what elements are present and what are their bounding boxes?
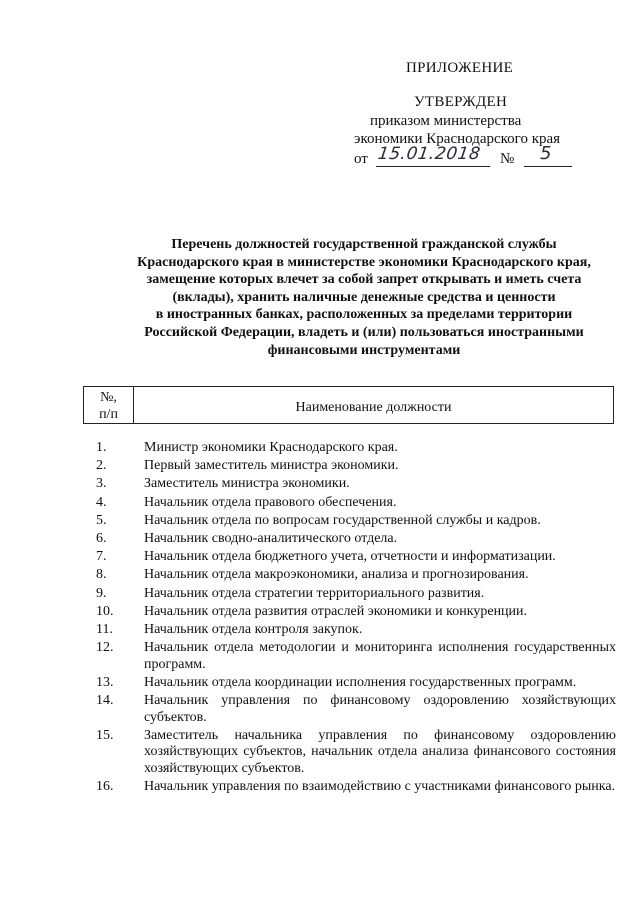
- list-item-number: 13.: [96, 674, 114, 690]
- list-item-text: Начальник отдела по вопросам государственной службы и кадров.: [144, 512, 541, 528]
- list-item-number: 12.: [96, 640, 114, 656]
- list-item-number: 3.: [96, 476, 107, 492]
- list-item: [96, 675, 616, 692]
- positions-table-header: [83, 386, 614, 424]
- title-line: Российской Федерации, владеть и (или) пользоваться иностранными: [144, 324, 584, 340]
- list-item-number: 8.: [96, 567, 107, 583]
- order-date-line: [354, 143, 574, 168]
- title-line: в иностранных банках, расположенных за пределами территории: [155, 307, 573, 323]
- list-item-text: Начальник сводно-аналитического отдела.: [144, 530, 398, 546]
- title-line: Перечень должностей государственной гражданской службы: [171, 237, 557, 252]
- list-item-text: Начальник управления по взаимодействию с участниками финансового рынка.: [144, 779, 616, 795]
- positions-list: [96, 440, 616, 797]
- number-field: [524, 143, 572, 167]
- list-item-number: 11.: [96, 621, 113, 637]
- by-order-label: приказом министерства: [370, 113, 522, 129]
- handwritten-number: 5: [540, 143, 552, 164]
- list-item-number: 16.: [96, 779, 114, 795]
- document-title: [96, 236, 632, 359]
- list-item-text: Начальник отдела методологии и мониторинга исполнения государственных программ.: [144, 640, 616, 672]
- title-line: (вклады), хранить наличные денежные средства и ценности: [172, 289, 556, 305]
- list-item-text: Начальник отдела стратегии территориального развития.: [144, 585, 485, 601]
- approved-label: УТВЕРЖДЕН: [414, 94, 508, 110]
- number-prefix: №: [500, 151, 515, 167]
- list-item-text: Начальник управления по финансовому оздоровлению хозяйствующих субъектов.: [144, 693, 616, 725]
- list-item: [96, 476, 616, 493]
- date-prefix: от: [354, 151, 368, 167]
- list-item-text: Заместитель министра экономики.: [144, 476, 350, 492]
- title-line: замещение которых влечет за собой запрет открывать и иметь счета: [146, 272, 582, 288]
- list-item: [96, 458, 616, 475]
- list-item-text: Начальник отдела развития отраслей экономики и конкуренции.: [144, 603, 528, 619]
- list-item: [96, 604, 616, 621]
- date-field: [376, 146, 490, 167]
- appendix-label: ПРИЛОЖЕНИЕ: [406, 60, 514, 76]
- list-item-number: 5.: [96, 512, 107, 528]
- list-item: [96, 779, 616, 796]
- list-item: [96, 728, 616, 778]
- list-item: [96, 693, 616, 726]
- list-item: [96, 567, 616, 584]
- list-item-text: Начальник отдела макроэкономики, анализа и прогнозирования.: [144, 567, 529, 583]
- list-item: [96, 622, 616, 639]
- list-item-text: Начальник отдела координации исполнения государственных программ.: [144, 674, 577, 690]
- list-item-number: 2.: [96, 458, 107, 474]
- list-item: [96, 495, 616, 512]
- list-item-number: 15.: [96, 727, 114, 743]
- list-item-number: 6.: [96, 530, 107, 546]
- list-item-text: Первый заместитель министра экономики.: [144, 458, 399, 474]
- list-item-text: Начальник отдела правового обеспечения.: [144, 494, 397, 510]
- list-item: [96, 440, 616, 457]
- list-item-text: Начальник отдела контроля закупок.: [144, 621, 363, 637]
- list-item: [96, 586, 616, 603]
- title-line: Краснодарского края в министерстве экономики Краснодарского края,: [137, 254, 591, 270]
- list-item: [96, 549, 616, 566]
- column-name-header: Наименование должности: [295, 400, 452, 415]
- list-item-number: 14.: [96, 693, 114, 709]
- list-item-number: 4.: [96, 494, 107, 510]
- list-item-number: 10.: [96, 603, 114, 619]
- ministry-label: экономики Краснодарского края: [354, 131, 561, 147]
- list-item-number: 7.: [96, 549, 107, 565]
- list-item-text: Министр экономики Краснодарского края.: [144, 440, 398, 455]
- column-number-header: №, п/п: [84, 387, 134, 423]
- list-item-text: Начальник отдела бюджетного учета, отчетности и информатизации.: [144, 549, 556, 565]
- list-item: [96, 513, 616, 530]
- list-item: [96, 640, 616, 673]
- handwritten-date: 15.01.2018: [376, 144, 482, 164]
- list-item-number: 9.: [96, 585, 107, 601]
- title-line: финансовыми инструментами: [267, 342, 461, 358]
- list-item: [96, 531, 616, 548]
- list-item-number: 1.: [96, 440, 107, 455]
- list-item-text: Заместитель начальника управления по финансовому оздоровлению хозяйствующих субъектов, начальник отдела анализа финансового состояния хозяйствующих субъектов.: [144, 727, 616, 776]
